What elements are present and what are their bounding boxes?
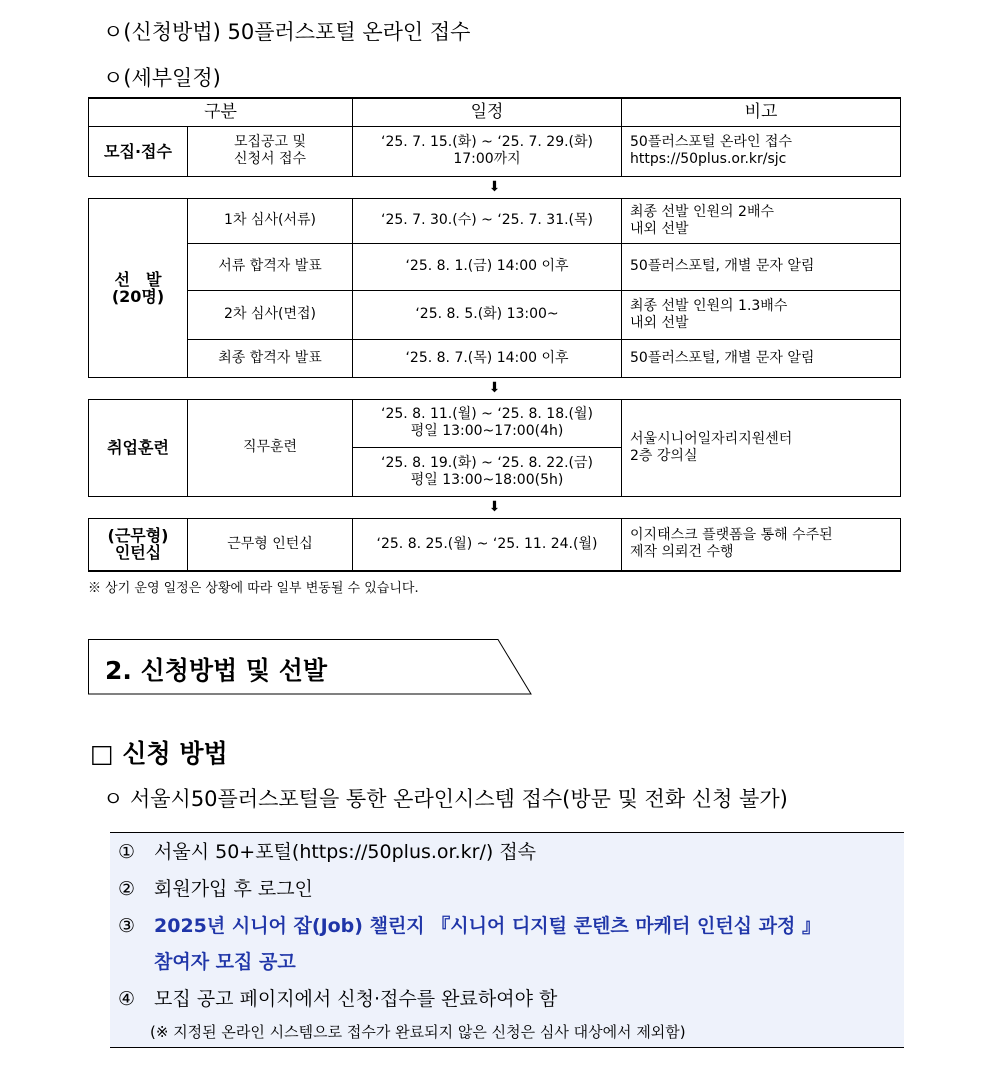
recruit-category: 모집·접수 — [89, 126, 188, 176]
recruit-date: ‘25. 7. 15.(화) ~ ‘25. 7. 29.(화) 17:00까지 — [353, 126, 622, 176]
training-date-2: ‘25. 8. 19.(화) ~ ‘25. 8. 22.(금) 평일 13:00~18:00(5h) — [353, 447, 622, 496]
arrow-down-icon: ⬇ — [89, 496, 901, 518]
intern-item: 근무형 인턴십 — [188, 518, 353, 571]
step-3-continued — [118, 947, 296, 974]
arrow-down-icon: ⬇ — [89, 377, 901, 399]
step-2 — [118, 874, 313, 901]
step-number: ① — [118, 841, 136, 863]
sub-line: ㅇ 서울시50플러스포털을 통한 온라인시스템 접수(방문 및 전화 신청 불가) — [103, 787, 788, 811]
intern-category: (근무형) 인턴십 — [89, 518, 188, 571]
step-1 — [118, 837, 536, 864]
selection-note-4: 50플러스포털, 개별 문자 알림 — [622, 339, 901, 377]
sub-heading: □ 신청 방법 — [90, 739, 228, 768]
step-number: ③ — [118, 915, 136, 937]
application-method-line: ㅇ(신청방법) 50플러스포털 온라인 접수 — [103, 20, 471, 44]
step-text: 2025년 시니어 잡(Job) 챌린지 『시니어 디지털 콘텐츠 마케터 인턴십 과정 』 — [154, 915, 821, 937]
step-text: 회원가입 후 로그인 — [154, 878, 313, 900]
schedule-footnote: ※ 상기 운영 일정은 상황에 따라 일부 변동될 수 있습니다. — [88, 581, 419, 596]
selection-note-1: 최종 선발 인원의 2배수 내외 선발 — [622, 198, 901, 243]
training-date-1: ‘25. 8. 11.(월) ~ ‘25. 8. 18.(월) 평일 13:00~17:00(4h) — [353, 399, 622, 447]
selection-item-4: 최종 합격자 발표 — [188, 339, 353, 377]
selection-item-2: 서류 합격자 발표 — [188, 243, 353, 290]
step-3 — [118, 911, 821, 938]
selection-note-2: 50플러스포털, 개별 문자 알림 — [622, 243, 901, 290]
schedule-table — [88, 97, 901, 572]
step-text: 모집 공고 페이지에서 신청·접수를 완료하여야 함 — [154, 988, 558, 1010]
selection-item-1: 1차 심사(서류) — [188, 198, 353, 243]
arrow-down-icon: ⬇ — [89, 176, 901, 198]
selection-note-3: 최종 선발 인원의 1.3배수 내외 선발 — [622, 290, 901, 339]
header-remarks: 비고 — [622, 98, 901, 126]
intern-note: 이지태스크 플랫폼을 통해 수주된 제작 의뢰건 수행 — [622, 518, 901, 571]
step-note: (※ 지정된 온라인 시스템으로 접수가 완료되지 않은 신청은 심사 대상에서 제외함) — [150, 1023, 686, 1041]
recruit-note: 50플러스포털 온라인 접수 https://50plus.or.kr/sjc — [622, 126, 901, 176]
selection-date-2: ‘25. 8. 1.(금) 14:00 이후 — [353, 243, 622, 290]
step-4 — [118, 984, 557, 1011]
header-category: 구분 — [89, 98, 353, 126]
schedule-heading: ㅇ(세부일정) — [103, 66, 221, 90]
training-note: 서울시니어일자리지원센터 2층 강의실 — [622, 399, 901, 496]
section-title-box — [88, 639, 532, 695]
recruit-item: 모집공고 및 신청서 접수 — [188, 126, 353, 176]
selection-category: 선 발 (20명) — [89, 198, 188, 377]
selection-date-4: ‘25. 8. 7.(목) 14:00 이후 — [353, 339, 622, 377]
step-number: ④ — [118, 988, 136, 1010]
steps-box — [110, 832, 904, 1048]
training-item: 직무훈련 — [188, 399, 353, 496]
step-number: ② — [118, 878, 136, 900]
step-text: 서울시 50+포털(https://50plus.or.kr/) 접속 — [154, 841, 537, 863]
selection-item-3: 2차 심사(면접) — [188, 290, 353, 339]
selection-date-1: ‘25. 7. 30.(수) ~ ‘25. 7. 31.(목) — [353, 198, 622, 243]
training-category: 취업훈련 — [89, 399, 188, 496]
step-text: 참여자 모집 공고 — [154, 951, 296, 973]
selection-date-3: ‘25. 8. 5.(화) 13:00~ — [353, 290, 622, 339]
intern-date: ‘25. 8. 25.(월) ~ ‘25. 11. 24.(월) — [353, 518, 622, 571]
section-title: 2. 신청방법 및 선발 — [105, 656, 328, 685]
header-schedule: 일정 — [353, 98, 622, 126]
